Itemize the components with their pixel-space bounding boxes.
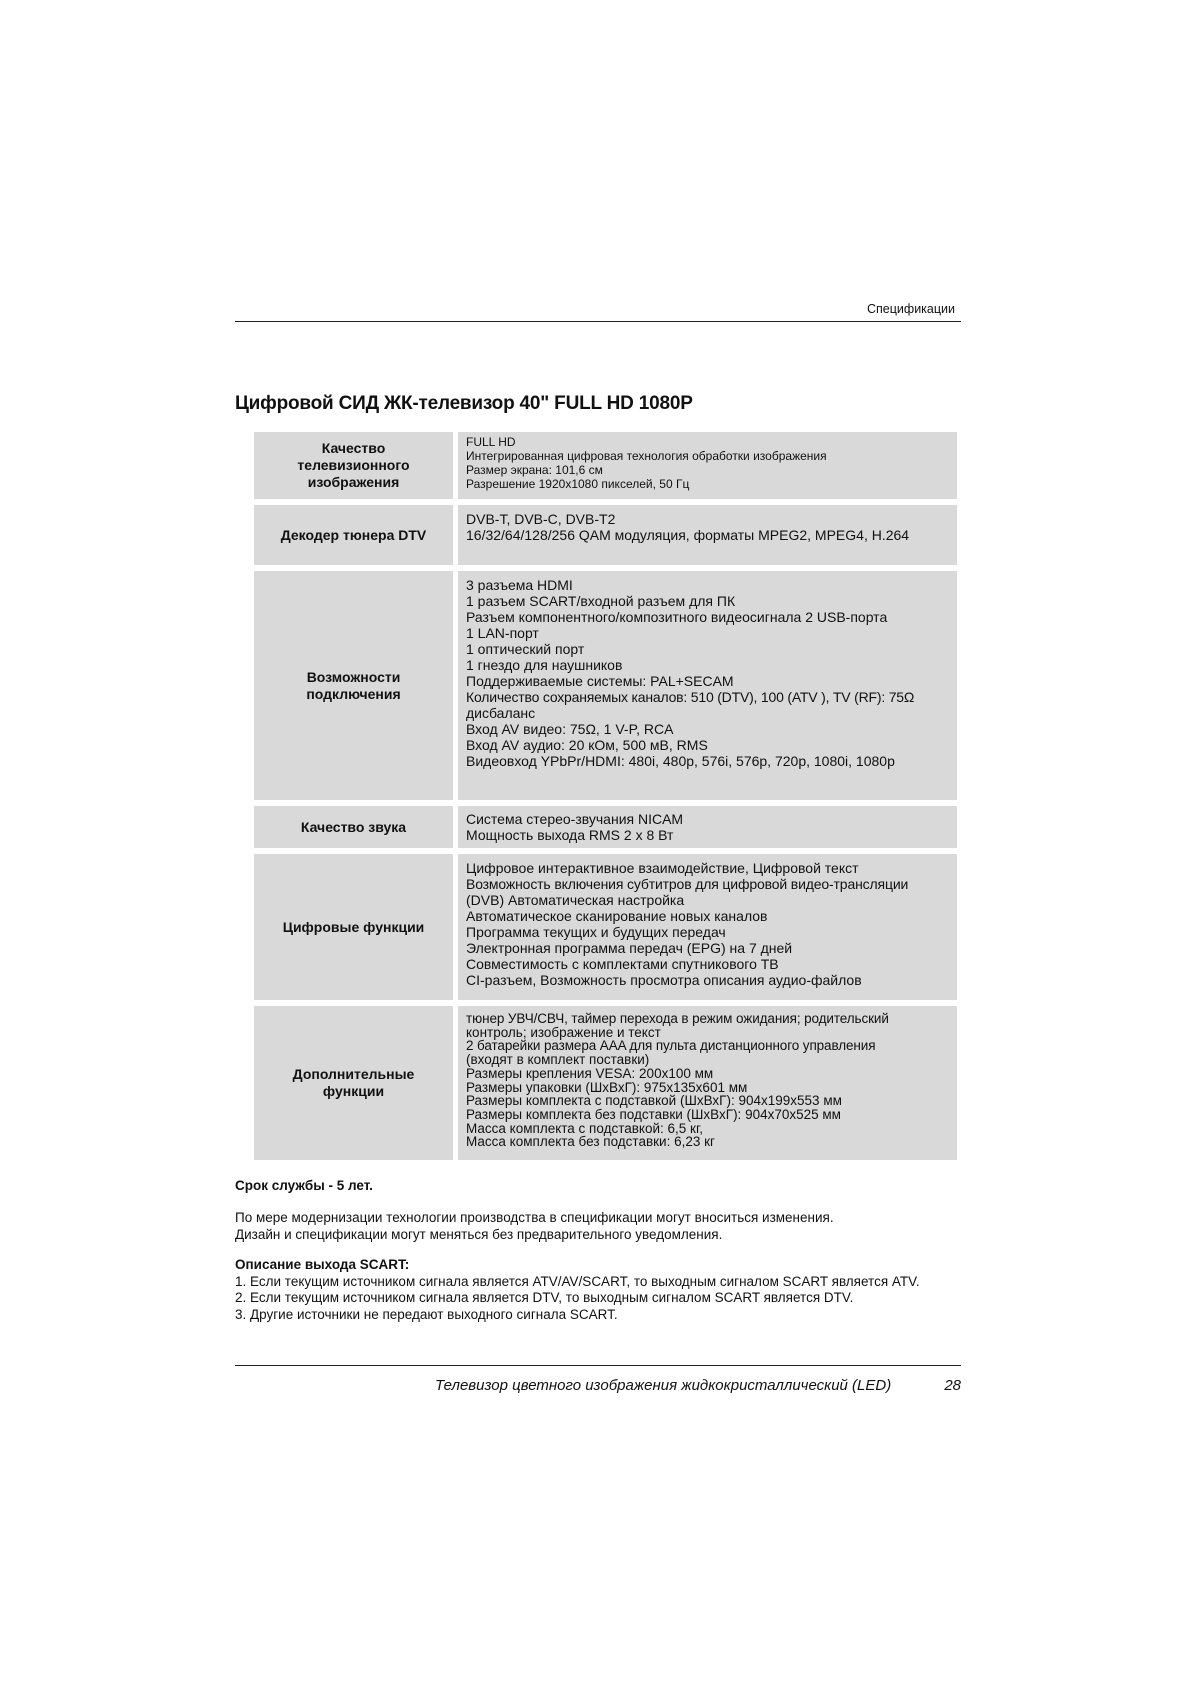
- spec-value: [458, 432, 957, 499]
- spec-value: [458, 806, 957, 848]
- spec-line: Разрешение 1920х1080 пикселей, 50 Гц: [466, 477, 690, 491]
- scart-section: [235, 1257, 965, 1323]
- spec-line: (входят в комплект поставки): [466, 1052, 650, 1068]
- spec-line: CI-разъем, Возможность просмотра описания аудио-файлов: [466, 972, 862, 988]
- spec-line: Масса комплекта без подставки: 6,23 кг: [466, 1134, 715, 1150]
- spec-row-connectivity: [254, 571, 957, 800]
- spec-value: [458, 571, 957, 800]
- spec-value: [458, 854, 957, 1000]
- spec-line: Электронная программа передач (EPG) на 7 дней: [466, 940, 793, 956]
- spec-line: Видеовход YPbPr/HDMI: 480i, 480p, 576i, 576p, 720p, 1080i, 1080p: [466, 753, 895, 769]
- spec-line: Вход AV аудио: 20 кОм, 500 мВ, RMS: [466, 737, 708, 753]
- note-line: По мере модернизации технологии производства в спецификации могут вноситься изменения.: [235, 1210, 834, 1225]
- service-life: Срок службы - 5 лет.: [235, 1178, 373, 1193]
- spec-line: 16/32/64/128/256 QAM модуляция, форматы MPEG2, MPEG4, H.264: [466, 527, 910, 543]
- spec-row-picture: [254, 432, 957, 499]
- spec-line: 2 батарейки размера AAA для пульта дистанционного управления: [466, 1038, 876, 1054]
- spec-label: Дополнительные функции: [254, 1006, 453, 1160]
- spec-line: 1 оптический порт: [466, 641, 585, 657]
- spec-value: [458, 505, 957, 565]
- footer-title: Телевизор цветного изображения жидкокристаллический (LED): [435, 1377, 892, 1394]
- spec-line: Размеры крепления VESA: 200х100 мм: [466, 1065, 714, 1081]
- spec-line: Цифровое интерактивное взаимодействие, Цифровой текст: [466, 860, 859, 876]
- spec-line: Размер экрана: 101,6 см: [466, 463, 603, 477]
- spec-line: Возможность включения субтитров для цифровой видео-трансляции: [466, 876, 909, 892]
- note-line: Дизайн и спецификации могут меняться без предварительного уведомления.: [235, 1226, 723, 1242]
- spec-line: Автоматическое сканирование новых каналов: [466, 908, 768, 924]
- header-divider: [235, 321, 961, 322]
- spec-line: Разъем компонентного/композитного видеосигнала 2 USB-порта: [466, 609, 888, 625]
- spec-line: FULL HD: [466, 435, 516, 449]
- scart-item: 3. Другие источники не передают выходного сигнала SCART.: [235, 1306, 618, 1322]
- spec-line: Мощность выхода RMS 2 х 8 Вт: [466, 827, 674, 843]
- page-title: Цифровой СИД ЖК-телевизор 40" FULL HD 1080P: [235, 393, 693, 414]
- page-number: 28: [944, 1377, 961, 1394]
- spec-label: Качество звука: [254, 806, 453, 848]
- spec-row-extra: [254, 1006, 957, 1160]
- spec-line: 3 разъема HDMI: [466, 577, 573, 593]
- notes: [235, 1210, 965, 1243]
- section-header: Спецификации: [867, 302, 955, 316]
- scart-title: Описание выхода SCART:: [235, 1257, 410, 1272]
- spec-line: 1 гнездо для наушников: [466, 657, 623, 673]
- spec-line: Совместимость с комплектами спутникового ТВ: [466, 956, 779, 972]
- spec-line: 1 разъем SCART/входной разъем для ПК: [466, 593, 736, 609]
- spec-label: Возможности подключения: [254, 571, 453, 800]
- spec-line: Вход AV видео: 75Ω, 1 V-P, RCA: [466, 721, 674, 737]
- spec-line: Количество сохраняемых каналов: 510 (DTV), 100 (ATV ), TV (RF): 75Ω: [466, 689, 915, 705]
- spec-line: Размеры комплекта без подставки (ШхВхГ): 904х70х525 мм: [466, 1106, 841, 1122]
- scart-item: 2. Если текущим источником сигнала является DTV, то выходным сигналом SCART является DTV.: [235, 1290, 854, 1305]
- spec-label: Цифровые функции: [254, 854, 453, 1000]
- spec-line: DVB-T, DVB-C, DVB-T2: [466, 511, 616, 527]
- spec-line: 1 LAN-порт: [466, 625, 539, 641]
- spec-line: Интегрированная цифровая технология обработки изображения: [466, 449, 827, 463]
- spec-line: Размеры упаковки (ШхВхГ): 975x135x601 мм: [466, 1079, 748, 1095]
- spec-line: Поддерживаемые системы: PAL+SECAM: [466, 673, 734, 689]
- spec-line: (DVB) Автоматическая настройка: [466, 892, 685, 908]
- spec-value: [458, 1006, 957, 1160]
- spec-label: Качество телевизионного изображения: [254, 432, 453, 499]
- spec-line: Размеры комплекта с подставкой (ШхВхГ): 904х199х553 мм: [466, 1093, 842, 1109]
- footer-divider: [235, 1365, 961, 1366]
- spec-line: дисбаланс: [466, 705, 536, 721]
- spec-line: Масса комплекта с подставкой: 6,5 кг,: [466, 1120, 703, 1136]
- spec-line: Программа текущих и будущих передач: [466, 924, 726, 940]
- spec-row-digital: [254, 854, 957, 1000]
- spec-line: тюнер УВЧ/СВЧ, таймер перехода в режим ожидания; родительский: [466, 1011, 889, 1026]
- spec-line: контроль; изображение и текст: [466, 1024, 661, 1040]
- spec-row-dtv: [254, 505, 957, 565]
- spec-row-sound: [254, 806, 957, 848]
- scart-item: 1. Если текущим источником сигнала является ATV/AV/SCART, то выходным сигналом SCART является ATV.: [235, 1273, 920, 1289]
- spec-label: Декодер тюнера DTV: [254, 505, 453, 565]
- spec-line: Система стерео-звучания NICAM: [466, 811, 684, 827]
- spec-table: [254, 432, 957, 1166]
